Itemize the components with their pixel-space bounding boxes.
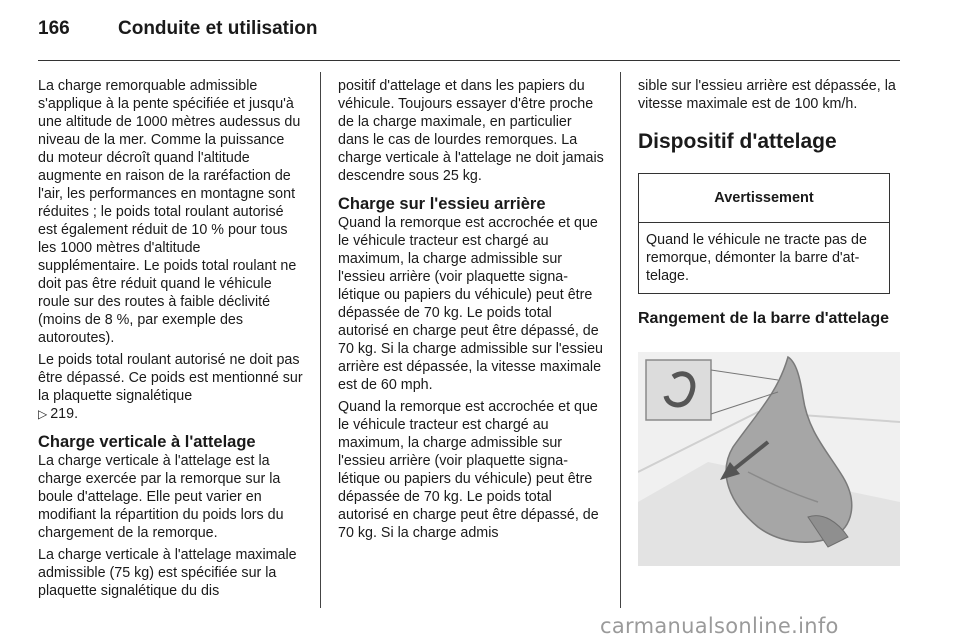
section-heading: Dispositif d'attelage: [638, 130, 837, 153]
heading: Charge sur l'essieu arrière: [338, 195, 546, 213]
header-rule: [38, 60, 900, 61]
page-header: [38, 18, 898, 48]
column-2: [338, 77, 604, 546]
warning-text: Quand le véhicule ne tracte pas de remorque, démonter la barre d'attelage.: [646, 232, 867, 284]
section-title: Conduite et utilisation: [118, 18, 318, 39]
paragraph: La charge remorquable admissible s'applique à la pente spécifiée et jusqu'à une altitude de 1000 mètres audessus du niveau de la mer. Comme la puissance du moteur décroît quand l'altitude augmente en raison de la raréfaction de l'air, les performances en montagne sont réduites ; le poids total roulant autorisé est également réduit de 10 % pour tous les 1000 mètres d'altitude supplémentaire. Le poids total roulant ne doit pas être réduit quand le véhicule roule sur des routes à faible déclivité (moins de 8 %, par exemple des autoroutes).: [38, 78, 301, 346]
paragraph: La charge verticale à l'attelage maximale admissible (75 kg) est spécifiée sur la plaquette signalétique du dis: [38, 547, 297, 599]
paragraph: positif d'attelage et dans les papiers du véhicule. Toujours essayer d'être proche de la charge maximale, en particulier dans le cas de lourdes remorques. La charge verticale à l'attelage ne doit jamais descendre sous 25 kg.: [338, 78, 604, 184]
warning-title: Avertissement: [639, 174, 889, 223]
arrow-right-triangle-icon: ▷: [38, 407, 48, 421]
heading: Charge verticale à l'attelage: [38, 433, 256, 451]
page-reference-link[interactable]: 219.: [50, 406, 79, 422]
column-divider: [620, 72, 621, 608]
paragraph: La charge verticale à l'attelage est la charge exercée par la remorque sur la boule d'attelage. Elle peut varier en modifiant la répartition du poids lors du chargement de la remorque.: [38, 453, 284, 541]
tow-bar-storage-illustration: [638, 352, 900, 566]
paragraph: Quand la remorque est accrochée et que le véhicule tracteur est chargé au maximum, la charge admissible sur l'essieu arrière (voir plaquette signalétique ou papiers du véhicule) peut être dépassée de 70 kg. Le poids total autorisé en charge peut être dépassé, de 70 kg. Si la charge admissible sur l'essieu arrière est dépassée, la vitesse maximale est de 60 mph.: [338, 215, 603, 393]
column-1: [38, 77, 303, 604]
warning-box: [638, 173, 890, 294]
page-number: 166: [38, 18, 70, 39]
column-divider: [320, 72, 321, 608]
column-3: [638, 77, 901, 333]
paragraph: Le poids total roulant autorisé ne doit pas être dépassé. Ce poids est mentionné sur la plaquette signalétique ▷ 219.: [38, 352, 303, 422]
paragraph: sible sur l'essieu arrière est dépassée, la vitesse maximale est de 100 km/h.: [638, 78, 896, 112]
watermark: carmanualsonline.info: [600, 614, 839, 638]
paragraph: Quand la remorque est accrochée et que le véhicule tracteur est chargé au maximum, la charge admissible sur l'essieu arrière (voir plaquette signalétique ou papiers du véhicule) peut être dépassée de 70 kg. Le poids total autorisé en charge peut être dépassé, de 70 kg. Si la charge admis: [338, 399, 599, 541]
subheading: Rangement de la barre d'attelage: [638, 310, 889, 327]
